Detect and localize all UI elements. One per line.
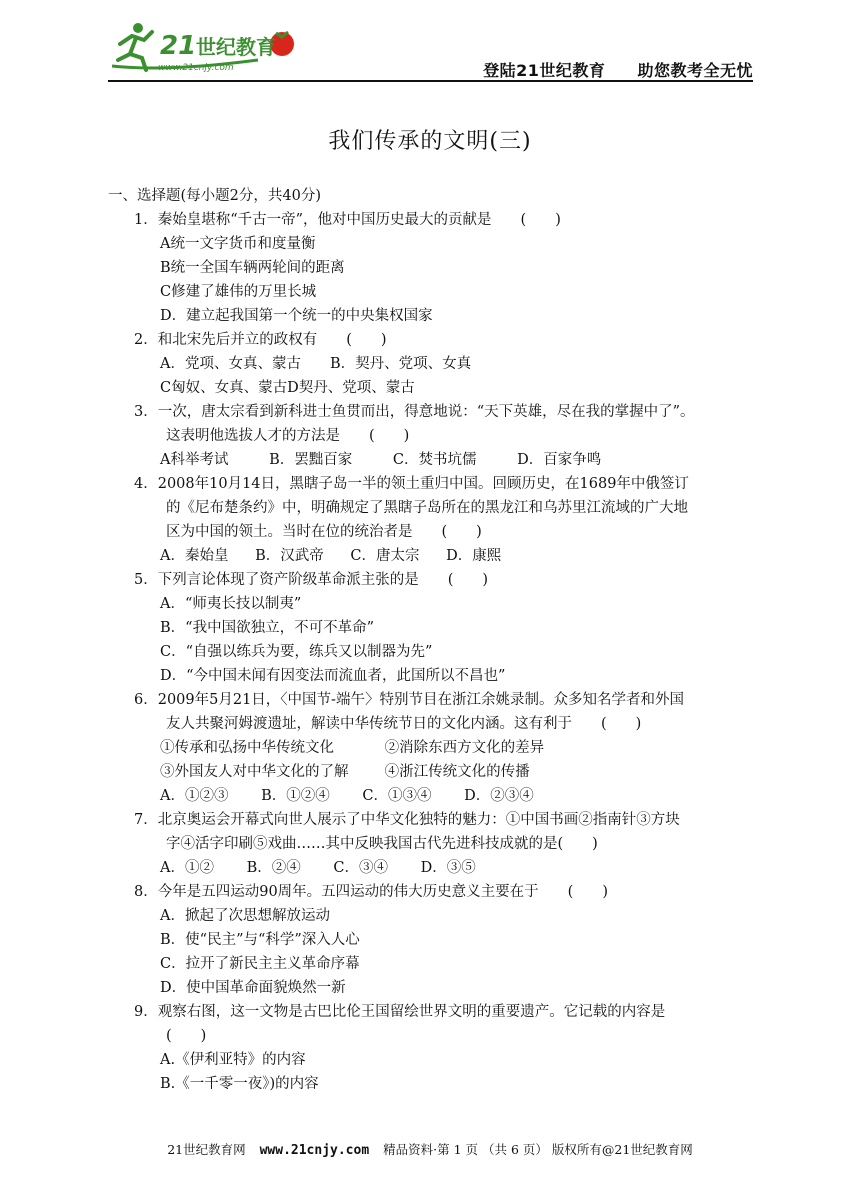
question-6 [134, 688, 758, 808]
logo-text: 21 [160, 31, 197, 61]
option-d: D．康熙 [446, 548, 502, 564]
page-title: 我们传承的文明(三) [328, 129, 532, 154]
question-stem: 6．2009年5月21日，〈中国节-端午〉特别节目在浙江余姚录制。众多知名学者和外国 [134, 692, 684, 708]
option-c: C．“自强以练兵为要，练兵又以制器为先” [160, 644, 433, 660]
option-b: B．罢黜百家 [269, 452, 353, 468]
logo-url: www.21cnjy.com [158, 63, 234, 73]
option-b: B统一全国车辆两轮间的距离 [160, 260, 345, 276]
option-a: A．①②③ [160, 788, 229, 804]
question-9 [134, 1000, 758, 1096]
question-stem: 1．秦始皇堪称“千古一帝”，他对中国历史最大的贡献是 ( ) [134, 212, 561, 228]
page-footer [0, 1140, 860, 1158]
question-5 [134, 568, 758, 688]
document-body [108, 184, 758, 1096]
statement-1: ①传承和弘扬中华传统文化 [160, 740, 334, 756]
question-7 [134, 808, 758, 880]
option-a: A．①② [160, 860, 214, 876]
footer-url[interactable]: www.21cnjy.com [259, 1143, 370, 1158]
slogan-right: 助您教考全无忧 [637, 61, 753, 80]
question-stem-cont: ( ) [166, 1028, 207, 1044]
option-a: A．秦始皇 [160, 548, 229, 564]
option-row [134, 544, 758, 568]
option-row [134, 784, 758, 808]
option-d: D．建立起我国第一个统一的中央集权国家 [160, 308, 433, 324]
option-a: A科举考试 [160, 452, 229, 468]
section-heading: 一、选择题(每小题2分，共40分) [108, 188, 321, 204]
question-2 [134, 328, 758, 400]
question-8 [134, 880, 758, 1000]
option-d: D．③⑤ [420, 860, 476, 876]
option-d: D．使中国革命面貌焕然一新 [160, 980, 346, 996]
option-c: C．唐太宗 [350, 548, 420, 564]
option-d: D．②③④ [464, 788, 534, 804]
question-stem: 2．和北宋先后并立的政权有 ( ) [134, 332, 387, 348]
statement-3: ③外国友人对中华文化的了解 [160, 764, 349, 780]
footer-page-info: 精品资料·第 1 页 （共 6 页） 版权所有@21世纪教育网 [383, 1142, 693, 1157]
question-stem-cont: 区为中国的领土。当时在位的统治者是 ( ) [166, 524, 482, 540]
question-4 [134, 472, 758, 568]
question-stem: 9．观察右图，这一文物是古巴比伦王国留绘世界文明的重要遗产。它记载的内容是 [134, 1004, 666, 1020]
question-stem: 7．北京奥运会开幕式向世人展示了中华文化独特的魅力：①中国书画②指南针③方块 [134, 812, 680, 828]
question-stem: 8．今年是五四运动90周年。五四运动的伟大历史意义主要在于 ( ) [134, 884, 608, 900]
option-a: A统一文字货币和度量衡 [160, 236, 316, 252]
question-1 [134, 208, 758, 328]
option-b: B．使“民主”与“科学”深入人心 [160, 932, 360, 948]
question-stem-cont: 的《尼布楚条约》中，明确规定了黑瞎子岛所在的黑龙江和乌苏里江流域的广大地 [166, 500, 688, 516]
option-b: B．“我中国欲独立，不可不革命” [160, 620, 374, 636]
statement-2: ②消除东西方文化的差异 [384, 740, 545, 756]
option-a: A.《伊利亚特》的内容 [160, 1052, 306, 1068]
slogan-left: 登陆21世纪教育 [483, 61, 606, 80]
option-row-cd: C匈奴、女真、蒙古D契丹、党项、蒙古 [160, 380, 415, 396]
option-c: C．拉开了新民主主义革命序幕 [160, 956, 360, 972]
option-row [134, 448, 758, 472]
statement-4: ④浙江传统文化的传播 [384, 764, 530, 780]
question-stem: 4．2008年10月14日，黑瞎子岛一半的领土重归中国。回顾历史，在1689年中俄签订 [134, 476, 689, 492]
option-c: C修建了雄伟的万里长城 [160, 284, 317, 300]
statement-row [134, 760, 758, 784]
option-a: A．掀起了次思想解放运动 [160, 908, 330, 924]
option-row-ab: A．党项、女真、蒙古 B．契丹、党项、女真 [160, 356, 472, 372]
question-3 [134, 400, 758, 472]
question-stem-cont: 友人共聚河姆渡遗址，解读中华传统节日的文化内涵。这有利于 ( ) [166, 716, 642, 732]
header-divider [108, 80, 753, 82]
option-row [134, 856, 758, 880]
page-header [108, 14, 753, 84]
option-c: C．焚书坑儒 [392, 452, 477, 468]
svg-text:世纪教育: 世纪教育 [196, 35, 276, 59]
option-b: B．①②④ [261, 788, 330, 804]
option-b: B.《一千零一夜》)的内容 [160, 1076, 319, 1092]
option-b: B．②④ [246, 860, 301, 876]
option-a: A．“师夷长技以制夷” [160, 596, 302, 612]
option-c: C．③④ [333, 860, 388, 876]
header-slogan [483, 58, 753, 81]
site-logo [108, 14, 308, 80]
option-d: D．“今中国未闻有因变法而流血者，此国所以不昌也” [160, 668, 506, 684]
question-stem: 5．下列言论体现了资产阶级革命派主张的是 ( ) [134, 572, 489, 588]
option-d: D．百家争鸣 [517, 452, 602, 468]
option-c: C．①③④ [362, 788, 432, 804]
option-b: B．汉武帝 [255, 548, 324, 564]
question-stem-cont: 这表明他选拔人才的方法是 ( ) [166, 428, 410, 444]
question-stem: 3．一次，唐太宗看到新科进士鱼贯而出，得意地说：“天下英雄，尽在我的掌握中了”。 [134, 404, 695, 420]
runner-logo-icon [108, 14, 308, 80]
footer-site-name: 21世纪教育网 [167, 1142, 246, 1157]
question-stem-cont: 字④活字印刷⑤戏曲……其中反映我国古代先进科技成就的是( ) [166, 836, 598, 852]
statement-row [134, 736, 758, 760]
